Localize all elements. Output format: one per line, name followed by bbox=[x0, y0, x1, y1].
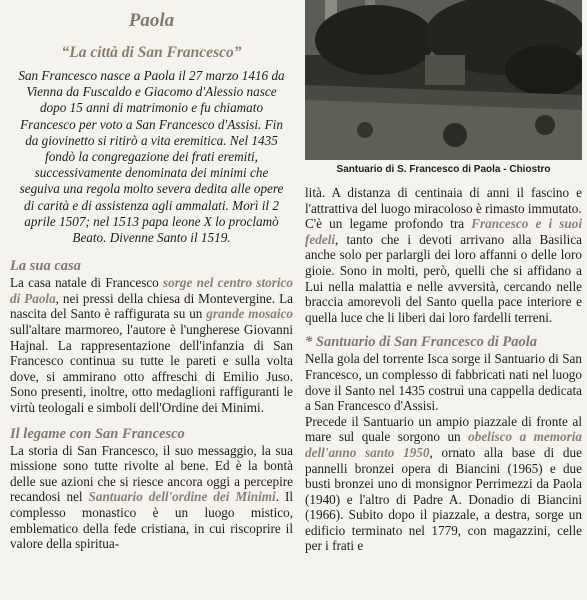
text-span: C'è un legame profondo tra bbox=[305, 216, 472, 232]
text-span: , nei pressi della chiesa di Montevergine. La nascita del Santo è raffigurata su un bbox=[10, 290, 293, 322]
heading-santuario: * Santuario di San Francesco di Paola bbox=[305, 334, 538, 351]
highlight-grande-mosaico: grande mosaico bbox=[206, 306, 293, 322]
photo-caption: Santuario di S. Francesco di Paola - Chiostro bbox=[336, 164, 551, 175]
paragraph-santuario-2 bbox=[305, 414, 582, 554]
page-subtitle: “La città di San Francesco” bbox=[61, 44, 242, 61]
paragraph-il-legame bbox=[10, 443, 293, 552]
left-column bbox=[10, 4, 293, 552]
highlight-santuario-ordine: Santuario dell'ordine dei Minimi bbox=[88, 489, 276, 505]
cloister-photo-illustration bbox=[305, 0, 582, 160]
text-span: , ornato alla base di due pannelli bronzei opera di Biancini (1965) e due busti bronzei uno di monsignor Perrimezzi da Paola (1940) e l'altro di Padre A. Donadio di Biancini (1966). Subito dopo il piazzale, a destra, sorge un edificio terminato nel 1779, con magazzini, celle per i frati e bbox=[305, 444, 582, 554]
paragraph-la-sua-casa bbox=[10, 275, 293, 415]
heading-il-legame: Il legame con San Francesco bbox=[10, 425, 185, 442]
cloister-photo bbox=[305, 0, 582, 160]
intro-paragraph: San Francesco nasce a Paola il 27 marzo 1416 da Vienna da Fuscaldo e Giacomo d'Alessio nasce dopo 15 anni di matrimonio e fu chiamato Francesco per voto a San Francesco d'Assisi. Fin da giovinetto si ritirò a vita eremitica. Nel 1435 fondò la congregazione dei frati eremiti, successivamente denominata dei minimi che seguiva una regola molto severa dedita alle opere di carità e di assistenza agli ammalati. Morì il 2 aprile 1507; nel 1513 papa leone X lo proclamò Beato. Divenne Santo il 1519. bbox=[18, 68, 285, 246]
paragraph-continued: lità. A distanza di centinaia di anni il fascino e l'attrattiva del luogo miracoloso è rimasto immutato. bbox=[305, 185, 582, 216]
text-span: . Il complesso monastico è un luogo mistico, emblematico della fede cristiana, in cui riscoprire il valore della spiritua- bbox=[10, 489, 293, 552]
text-span: La casa natale di Francesco bbox=[10, 275, 164, 291]
highlight-obelisco: obelisco a memoria dell'anno santo 1950 bbox=[305, 429, 582, 460]
text-span: , tanto che i devoti arrivano alla Basilica anche solo per parlargli dei loro affanni o delle loro gioie. Sono in molti, però, quelli che si affidano a Lui nella malattia e nelle avversità, cercando nelle braccia amorevoli del Santo quella pace interiore e quella luce che li liberi dai loro fardelli terreni. bbox=[305, 231, 582, 325]
right-column bbox=[305, 0, 582, 554]
paragraph-legame-fedeli bbox=[305, 216, 582, 325]
paragraph-santuario-1: Nella gola del torrente Isca sorge il Santuario di San Francesco, un complesso di fabbricati nati nel luogo dove il Santo nel 1435 costruì una cappella dedicata a San Francesco d'Assisi. bbox=[305, 351, 582, 414]
page-title: Paola bbox=[128, 10, 175, 31]
text-span: La storia di San Francesco, il suo messaggio, la sua missione sono tutte rivolte al bene. Ed è la bontà delle sue azioni che si riesce ancora oggi a percepire recandosi nel bbox=[10, 442, 293, 505]
text-span: Precede il Santuario un ampio piazzale di fronte al mare sul quale sorgono un bbox=[305, 413, 582, 445]
highlight-francesco-fedeli: Francesco e i suoi fedeli bbox=[305, 216, 582, 247]
text-span: sull'altare marmoreo, l'autore è l'ungherese Giovanni Hajnal. La rappresentazione dell'infanzia di San Francesco continua su tutte le pareti e sulla volta dove, si ammirano otto affreschi di Emilio Juso. Sono presenti, inoltre, otto medaglioni raffiguranti le virtù teologali e simboli dell'Ordine dei Minimi. bbox=[10, 322, 293, 415]
heading-la-sua-casa: La sua casa bbox=[10, 258, 81, 275]
highlight-centro-storico: sorge nel centro storico di Paola bbox=[10, 275, 293, 306]
